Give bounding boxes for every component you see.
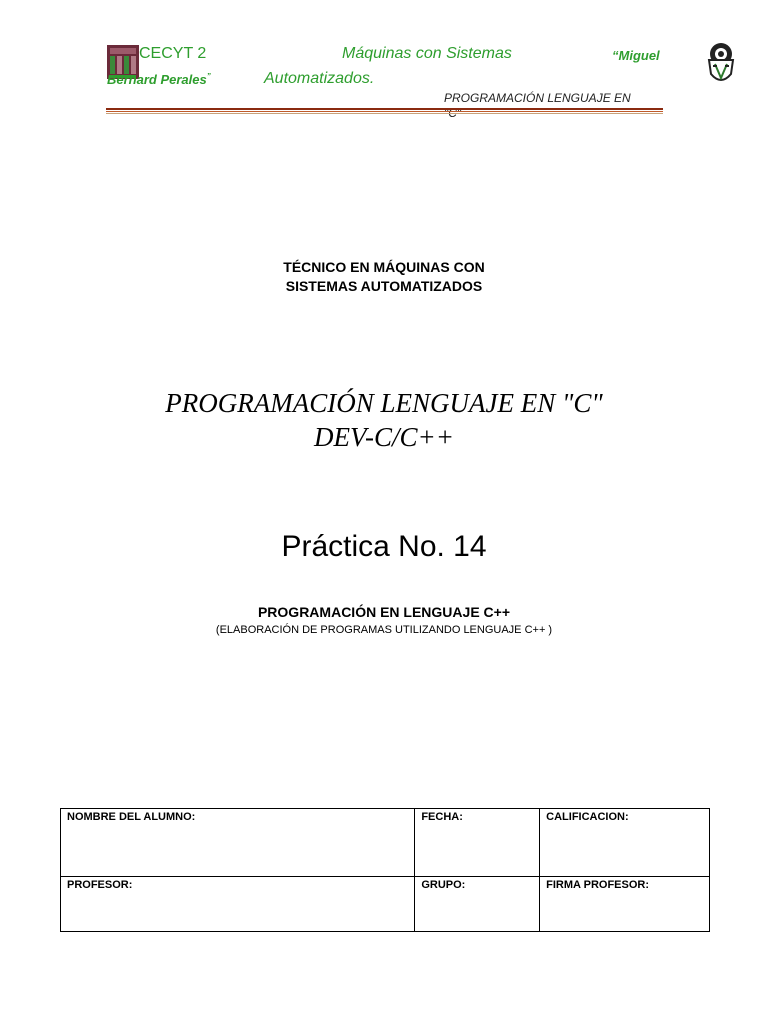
group-field[interactable]: [415, 877, 540, 932]
student-info-table: [60, 808, 710, 932]
open-quote: “: [612, 48, 619, 63]
cecyt-shield-icon: [703, 40, 739, 86]
header-subject: [444, 91, 649, 121]
date-field[interactable]: [415, 809, 540, 877]
header-rule-light: [106, 113, 663, 114]
group-label: GRUPO:: [421, 879, 466, 891]
technical-program: [0, 258, 768, 296]
header-rule-middle: [106, 111, 663, 112]
practice-number: Práctica No. 14: [281, 530, 487, 563]
teacher-field[interactable]: [61, 877, 415, 932]
close-quote: ”: [206, 72, 211, 81]
school-name-miguel: Miguel: [618, 48, 660, 63]
technical-program-line-1: TÉCNICO EN MÁQUINAS CON: [283, 259, 485, 275]
header-subject-line-1: PROGRAMACIÓN LENGUAJE EN: [444, 91, 631, 105]
technical-program-line-2: SISTEMAS AUTOMATIZADOS: [285, 278, 483, 294]
practice-subtitle-note: (ELABORACIÓN DE PROGRAMAS UTILIZANDO LENGUAJE C++ ): [215, 624, 553, 636]
course-title-line-2: DEV-C/C++: [314, 422, 454, 452]
school-name-bernard: Bernard Perales: [107, 72, 207, 87]
school-name-part-2: [107, 72, 211, 87]
grade-label: CALIFICACION:: [546, 811, 629, 823]
course-title-line-1: PROGRAMACIÓN LENGUAJE EN "C": [165, 388, 603, 418]
header-rule: [106, 108, 663, 110]
teacher-signature-label: FIRMA PROFESOR:: [546, 879, 650, 891]
table-row: [61, 809, 710, 877]
teacher-signature-field[interactable]: [540, 877, 710, 932]
table-row: [61, 877, 710, 932]
career-line-1: Máquinas con Sistemas: [342, 45, 512, 62]
career-line-2: Automatizados.: [264, 70, 375, 87]
date-label: FECHA:: [421, 811, 463, 823]
school-name: CECYT 2: [139, 45, 207, 62]
grade-field[interactable]: [540, 809, 710, 877]
teacher-label: PROFESOR:: [67, 879, 133, 891]
school-name-part-1: [612, 48, 660, 63]
student-name-label: NOMBRE DEL ALUMNO:: [67, 811, 196, 823]
student-name-field[interactable]: [61, 809, 415, 877]
practice-subtitle: PROGRAMACIÓN EN LENGUAJE C++: [257, 604, 511, 620]
course-title: [0, 386, 768, 454]
